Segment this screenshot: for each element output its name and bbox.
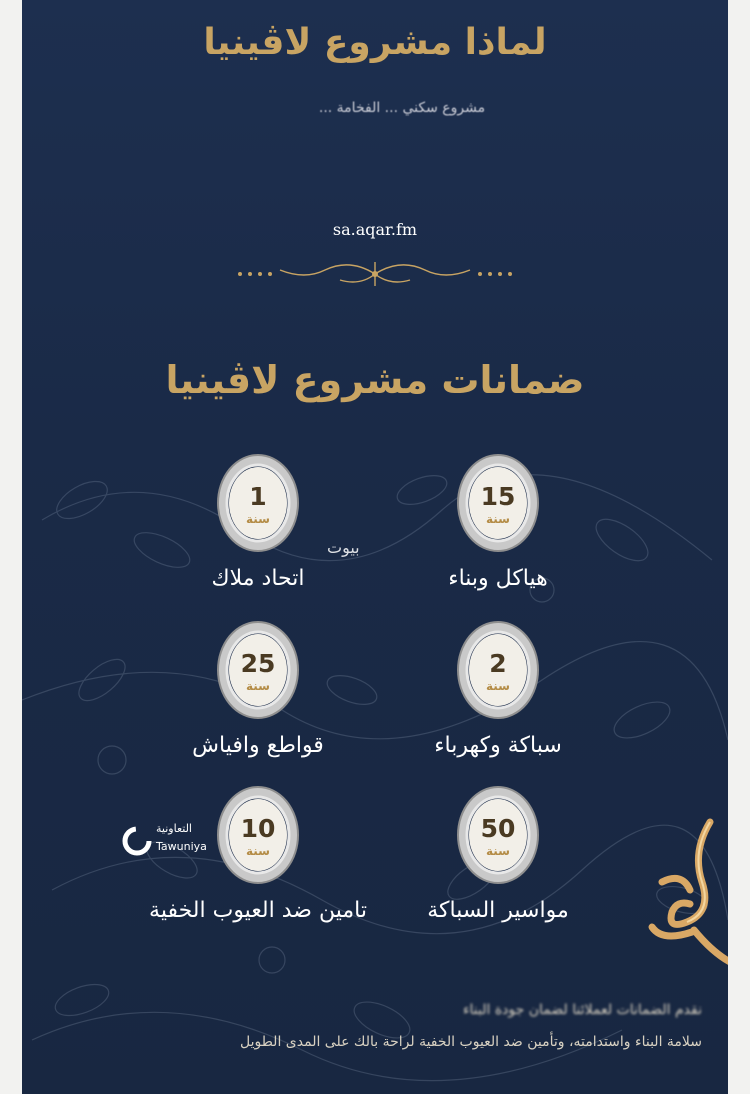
- guarantee-item: [388, 617, 608, 767]
- ornate-frame-icon: [213, 450, 303, 556]
- guarantee-label: اتحاد ملاك: [211, 566, 305, 591]
- guarantee-label: مواسير السباكة: [427, 898, 569, 923]
- guarantee-years: 50: [480, 814, 516, 843]
- guarantee-item: [388, 450, 608, 600]
- guarantee-label: هياكل وبناء: [448, 566, 548, 591]
- divider-ornament-icon: [230, 256, 520, 292]
- insurer-name-en: Tawuniya: [156, 840, 207, 853]
- guarantees-title: ضمانات مشروع لاڤينيا: [165, 358, 585, 402]
- ornate-frame-icon: [453, 617, 543, 723]
- watermark-text: بيوت: [327, 538, 360, 557]
- guarantee-years: 10: [240, 814, 276, 843]
- guarantee-item: [148, 617, 368, 767]
- ornate-frame-icon: [453, 450, 543, 556]
- intro-text: مشروع سكني ... الفخامة ...: [318, 100, 486, 116]
- guarantee-unit: سنة: [486, 844, 510, 858]
- poster: [22, 0, 728, 1094]
- guarantee-years: 25: [240, 649, 276, 678]
- guarantee-unit: سنة: [486, 512, 510, 526]
- tawuniya-logo-icon: [122, 826, 152, 856]
- guarantee-label: تامين ضد العيوب الخفية: [149, 898, 367, 923]
- guarantee-item: [148, 450, 368, 600]
- site-url[interactable]: sa.aqar.fm: [332, 220, 418, 239]
- guarantee-years: 1: [249, 482, 267, 511]
- page-title: لماذا مشروع لاڤينيا: [203, 22, 547, 63]
- guarantee-years: 2: [489, 649, 507, 678]
- ornate-frame-icon: [213, 617, 303, 723]
- ornate-frame-icon: [453, 782, 543, 888]
- footer-text: [62, 994, 702, 1058]
- guarantee-unit: سنة: [246, 844, 270, 858]
- ornate-frame-icon: [213, 782, 303, 888]
- gold-scroll-ornament-icon: [632, 812, 728, 972]
- guarantee-label: سباكة وكهرباء: [434, 733, 562, 758]
- guarantee-label: قواطع وافياش: [192, 733, 324, 758]
- guarantee-years: 15: [480, 482, 516, 511]
- insurer-name-ar: التعاونية: [156, 822, 192, 835]
- insurer-logo: [122, 822, 222, 862]
- guarantee-item: [388, 782, 608, 932]
- guarantee-unit: سنة: [246, 679, 270, 693]
- footer-line: سلامة البناء واستدامته، وتأمين ضد العيوب الخفية لراحة بالك على المدى الطويل: [239, 1034, 702, 1050]
- guarantee-unit: سنة: [246, 512, 270, 526]
- footer-line: نقدم الضمانات لعملائنا لضمان جودة البناء: [462, 1002, 702, 1018]
- guarantee-unit: سنة: [486, 679, 510, 693]
